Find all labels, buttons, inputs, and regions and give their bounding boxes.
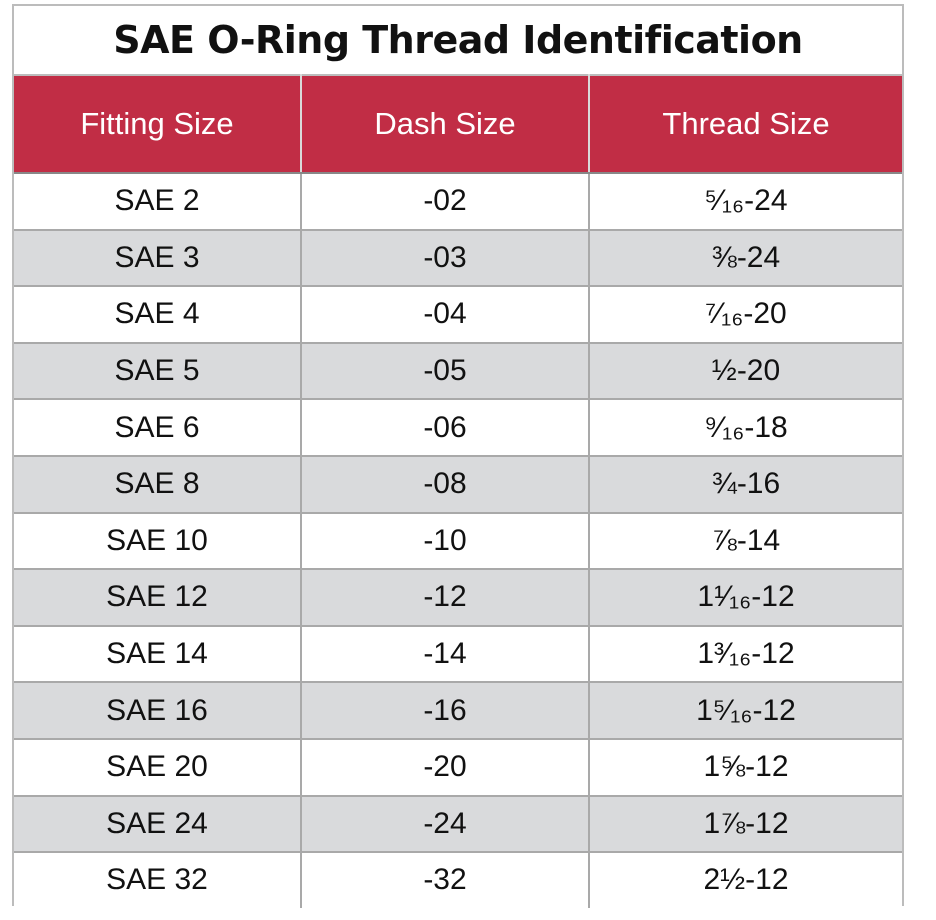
thread-size-cell: ½-20 (589, 343, 902, 400)
thread-size-cell: 2½-12 (589, 852, 902, 908)
thread-size-cell: ⁵⁄₁₆-24 (589, 173, 902, 230)
fitting-size-cell: SAE 8 (14, 456, 301, 513)
table-row (14, 852, 902, 908)
fitting-size-cell: SAE 16 (14, 682, 301, 739)
table-row (14, 173, 902, 230)
column-header-thread-size: Thread Size (589, 75, 902, 173)
fitting-size-cell: SAE 10 (14, 513, 301, 570)
dash-size-cell: -04 (301, 286, 589, 343)
table-body (14, 173, 902, 908)
header-row (14, 75, 902, 173)
dash-size-cell: -16 (301, 682, 589, 739)
thread-size-cell: ⅜-24 (589, 230, 902, 287)
dash-size-cell: -10 (301, 513, 589, 570)
fitting-size-cell: SAE 6 (14, 399, 301, 456)
fitting-size-cell: SAE 5 (14, 343, 301, 400)
table-row (14, 230, 902, 287)
dash-size-cell: -20 (301, 739, 589, 796)
page-title: SAE O-Ring Thread Identification (113, 18, 803, 62)
thread-size-cell: ⅞-14 (589, 513, 902, 570)
dash-size-cell: -06 (301, 399, 589, 456)
table-row (14, 739, 902, 796)
dash-size-cell: -12 (301, 569, 589, 626)
dash-size-cell: -02 (301, 173, 589, 230)
dash-size-cell: -05 (301, 343, 589, 400)
dash-size-cell: -32 (301, 852, 589, 908)
thread-size-cell: ⁹⁄₁₆-18 (589, 399, 902, 456)
table-header (14, 75, 902, 173)
thread-size-cell: 1³⁄₁₆-12 (589, 626, 902, 683)
chart-frame (12, 4, 904, 906)
fitting-size-cell: SAE 24 (14, 796, 301, 853)
thread-size-cell: 1⅝-12 (589, 739, 902, 796)
fitting-size-cell: SAE 4 (14, 286, 301, 343)
fitting-size-cell: SAE 32 (14, 852, 301, 908)
fitting-size-cell: SAE 14 (14, 626, 301, 683)
dash-size-cell: -03 (301, 230, 589, 287)
thread-size-cell: 1⅞-12 (589, 796, 902, 853)
thread-size-cell: ¾-16 (589, 456, 902, 513)
thread-size-cell: 1¹⁄₁₆-12 (589, 569, 902, 626)
table-row (14, 286, 902, 343)
column-header-fitting-size: Fitting Size (14, 75, 301, 173)
dash-size-cell: -14 (301, 626, 589, 683)
fitting-size-cell: SAE 2 (14, 173, 301, 230)
thread-size-cell: ⁷⁄₁₆-20 (589, 286, 902, 343)
dash-size-cell: -08 (301, 456, 589, 513)
table-row (14, 682, 902, 739)
fitting-size-cell: SAE 12 (14, 569, 301, 626)
table-row (14, 399, 902, 456)
fitting-size-cell: SAE 20 (14, 739, 301, 796)
fitting-size-cell: SAE 3 (14, 230, 301, 287)
table-row (14, 796, 902, 853)
table-row (14, 626, 902, 683)
table-row (14, 456, 902, 513)
table-row (14, 569, 902, 626)
table-row (14, 513, 902, 570)
column-header-dash-size: Dash Size (301, 75, 589, 173)
table-row (14, 343, 902, 400)
dash-size-cell: -24 (301, 796, 589, 853)
thread-table (14, 74, 902, 908)
thread-size-cell: 1⁵⁄₁₆-12 (589, 682, 902, 739)
